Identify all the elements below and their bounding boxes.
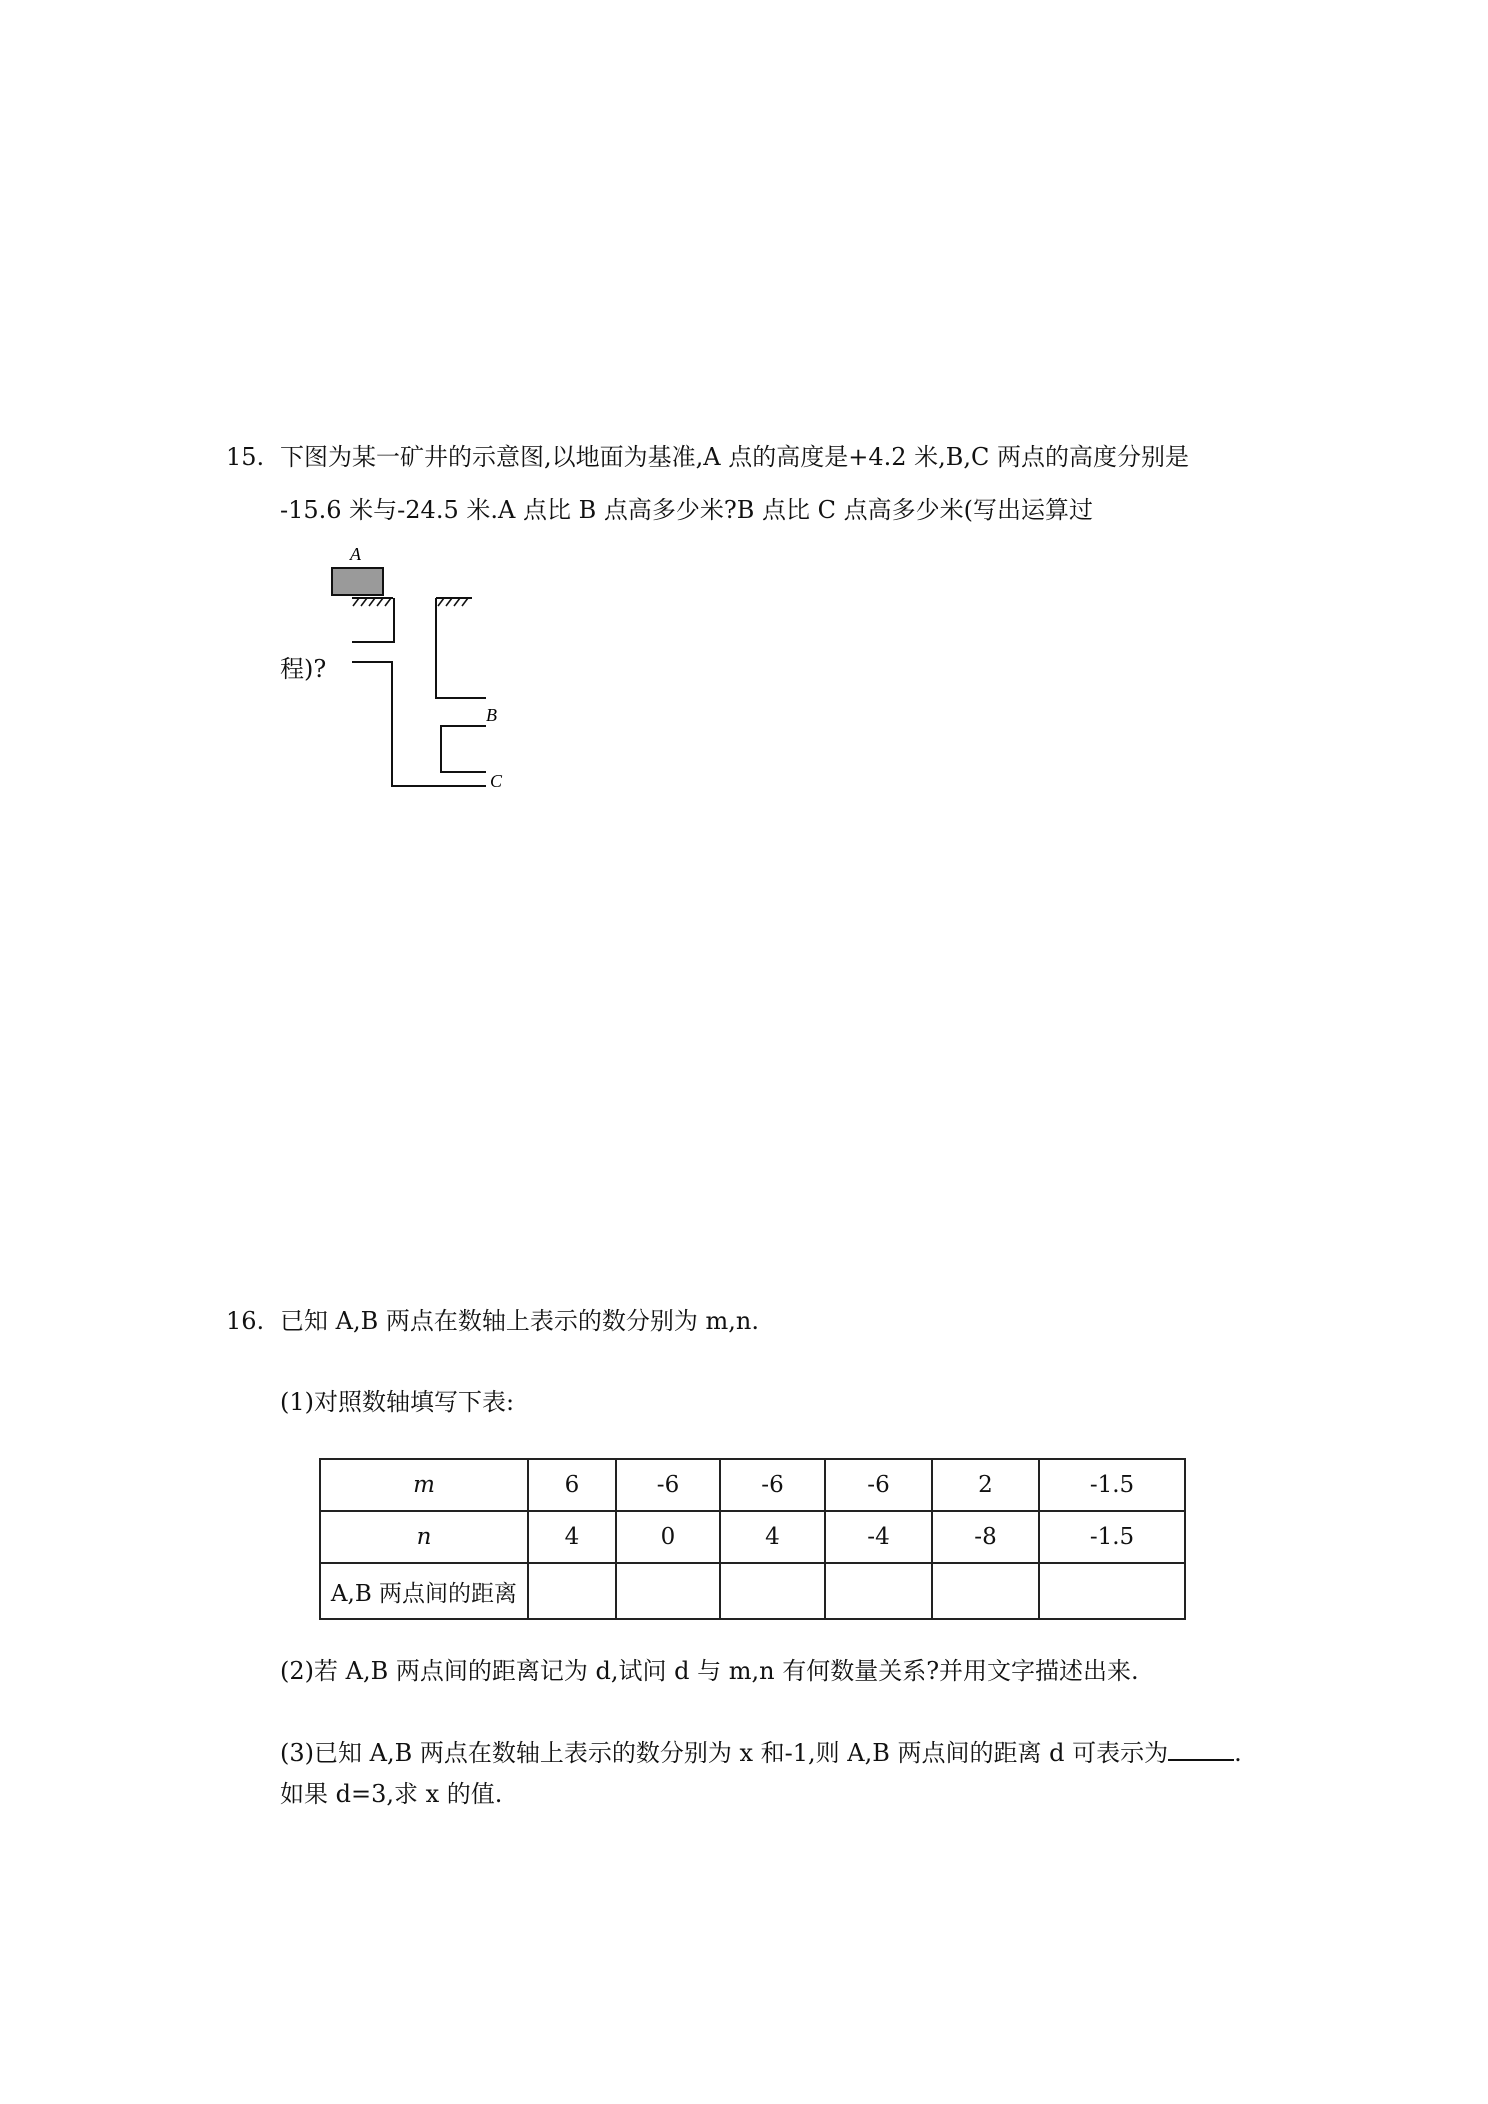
label-a: A: [350, 544, 361, 564]
distance-answer-cell[interactable]: [825, 1563, 932, 1619]
part-3-text: (3)已知 A,B 两点在数轴上表示的数分别为 x 和-1,则 A,B 两点间的距离 d 可表示为: [280, 1739, 1169, 1767]
question-15-line-3: 程)?: [280, 655, 327, 683]
point-a-block: [332, 568, 383, 595]
table-row-distance: [320, 1563, 1185, 1619]
table-row-m: [320, 1459, 1185, 1511]
distance-answer-cell[interactable]: [720, 1563, 825, 1619]
m-cell: -6: [720, 1459, 825, 1511]
m-cell: -6: [616, 1459, 720, 1511]
question-16-part-2: (2)若 A,B 两点间的距离记为 d,试问 d 与 m,n 有何数量关系?并用文字描述出来.: [280, 1657, 1139, 1685]
question-16-number: 16.: [226, 1307, 265, 1335]
m-cell: -6: [825, 1459, 932, 1511]
question-16-intro: 已知 A,B 两点在数轴上表示的数分别为 m,n.: [280, 1307, 759, 1335]
answer-blank[interactable]: [1168, 1737, 1234, 1761]
row-label-m: m: [320, 1459, 528, 1511]
part-3-period: .: [1234, 1739, 1242, 1767]
n-cell: 4: [720, 1511, 825, 1563]
label-b: B: [486, 705, 497, 725]
distance-answer-cell[interactable]: [616, 1563, 720, 1619]
question-15-number: 15.: [226, 443, 265, 471]
distance-answer-cell[interactable]: [1039, 1563, 1185, 1619]
n-cell: 0: [616, 1511, 720, 1563]
m-cell: 6: [528, 1459, 616, 1511]
row-label-n: n: [320, 1511, 528, 1563]
question-16-part-3: [280, 1737, 1242, 1769]
table-row-n: [320, 1511, 1185, 1563]
question-16-part-3-followup: 如果 d=3,求 x 的值.: [280, 1780, 503, 1808]
mine-shaft-diagram: [326, 538, 526, 798]
distance-answer-cell[interactable]: [528, 1563, 616, 1619]
question-15-line-2: -15.6 米与-24.5 米.A 点比 B 点高多少米?B 点比 C 点高多少米(写出运算过: [280, 496, 1093, 524]
m-cell: 2: [932, 1459, 1039, 1511]
distance-answer-cell[interactable]: [932, 1563, 1039, 1619]
label-c: C: [490, 771, 503, 791]
n-cell: 4: [528, 1511, 616, 1563]
question-15-line-1: 下图为某一矿井的示意图,以地面为基准,A 点的高度是+4.2 米,B,C 两点的高度分别是: [280, 443, 1190, 471]
n-cell: -8: [932, 1511, 1039, 1563]
row-label-distance: A,B 两点间的距离: [320, 1563, 528, 1619]
m-cell: -1.5: [1039, 1459, 1185, 1511]
n-cell: -1.5: [1039, 1511, 1185, 1563]
question-16-part-1: (1)对照数轴填写下表:: [280, 1388, 515, 1416]
n-cell: -4: [825, 1511, 932, 1563]
distance-table: [319, 1458, 1186, 1620]
